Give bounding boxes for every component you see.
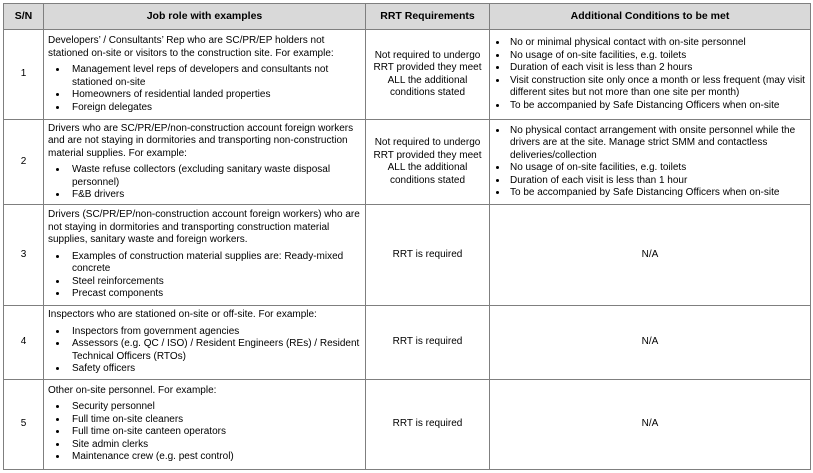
list-item: • Duration of each visit is less than 1 hour (508, 175, 806, 188)
row-rrt: Not required to undergo RRT provided they meet ALL the additional conditions stated (366, 120, 490, 204)
role-intro: Developers’ / Consultants’ Rep who are SC/PR/EP holders not stationed on-site or visitors to the construction site. For example: (48, 35, 334, 59)
role-example-list (48, 326, 361, 376)
row-conditions-cell (490, 120, 811, 204)
row-role-cell (44, 30, 366, 120)
list-item: • Safety officers (68, 363, 361, 376)
table-row (4, 306, 811, 379)
list-item: • Maintenance crew (e.g. pest control) (68, 451, 361, 464)
row-role-cell (44, 379, 366, 469)
header-rrt: RRT Requirements (366, 4, 490, 30)
row-role-cell (44, 306, 366, 379)
table-row (4, 379, 811, 469)
row-conditions: N/A (490, 306, 811, 379)
list-item: • No usage of on-site facilities, e.g. toilets (508, 162, 806, 175)
list-item: • No or minimal physical contact with on-site personnel (508, 37, 806, 50)
row-rrt: Not required to undergo RRT provided they meet ALL the additional conditions stated (366, 30, 490, 120)
list-item: • Waste refuse collectors (excluding sanitary waste disposal personnel) (68, 164, 361, 189)
table-row (4, 30, 811, 120)
conditions-list (494, 125, 806, 200)
row-role-cell (44, 120, 366, 204)
row-conditions-cell (490, 30, 811, 120)
role-intro: Drivers who are SC/PR/EP/non-construction account foreign workers and are not staying in dormitories and transporting non-construction material supplies. For example: (48, 122, 354, 159)
row-rrt: RRT is required (366, 379, 490, 469)
role-intro: Other on-site personnel. For example: (48, 384, 217, 396)
row-rrt: RRT is required (366, 204, 490, 305)
row-conditions: N/A (490, 379, 811, 469)
header-conditions: Additional Conditions to be met (490, 4, 811, 30)
row-role-cell (44, 204, 366, 305)
list-item: • Security personnel (68, 401, 361, 414)
list-item: • Site admin clerks (68, 439, 361, 452)
row-sn: 2 (4, 120, 44, 204)
role-example-list (48, 251, 361, 301)
list-item: • Duration of each visit is less than 2 hours (508, 62, 806, 75)
row-conditions: N/A (490, 204, 811, 305)
header-row (4, 4, 811, 30)
list-item: • Full time on-site canteen operators (68, 426, 361, 439)
row-sn: 1 (4, 30, 44, 120)
role-example-list (48, 64, 361, 114)
list-item: • Assessors (e.g. QC / ISO) / Resident Engineers (REs) / Resident Technical Officers (RTOs) (68, 338, 361, 363)
rrt-requirements-table (3, 3, 811, 470)
table-row (4, 204, 811, 305)
role-example-list (48, 401, 361, 464)
role-intro: Drivers (SC/PR/EP/non-construction account foreign workers) who are not staying in dormitories and transporting construction material supplies, sanitary waste and foreign workers. (48, 209, 360, 246)
header-role: Job role with examples (44, 4, 366, 30)
list-item: • To be accompanied by Safe Distancing Officers when on-site (508, 100, 806, 113)
list-item: • No physical contact arrangement with onsite personnel while the drivers are at the site. Manage strict SMM and contactless deliveries/collection (508, 125, 806, 163)
list-item: • Foreign delegates (68, 102, 361, 115)
list-item: • Steel reinforcements (68, 276, 361, 289)
role-example-list (48, 164, 361, 202)
list-item: • Inspectors from government agencies (68, 326, 361, 339)
list-item: • F&B drivers (68, 189, 361, 202)
row-sn: 3 (4, 204, 44, 305)
list-item: • No usage of on-site facilities, e.g. toilets (508, 50, 806, 63)
row-sn: 5 (4, 379, 44, 469)
list-item: • To be accompanied by Safe Distancing Officers when on-site (508, 187, 806, 200)
list-item: • Precast components (68, 288, 361, 301)
row-sn: 4 (4, 306, 44, 379)
list-item: • Visit construction site only once a month or less frequent (may visit different sites but not more than one site per month) (508, 75, 806, 100)
list-item: • Homeowners of residential landed properties (68, 89, 361, 102)
list-item: • Management level reps of developers and consultants not stationed on-site (68, 64, 361, 89)
list-item: • Examples of construction material supplies are: Ready-mixed concrete (68, 251, 361, 276)
row-rrt: RRT is required (366, 306, 490, 379)
table-row (4, 120, 811, 204)
list-item: • Full time on-site cleaners (68, 414, 361, 427)
header-sn: S/N (4, 4, 44, 30)
role-intro: Inspectors who are stationed on-site or off-site. For example: (48, 309, 317, 321)
conditions-list (494, 37, 806, 112)
